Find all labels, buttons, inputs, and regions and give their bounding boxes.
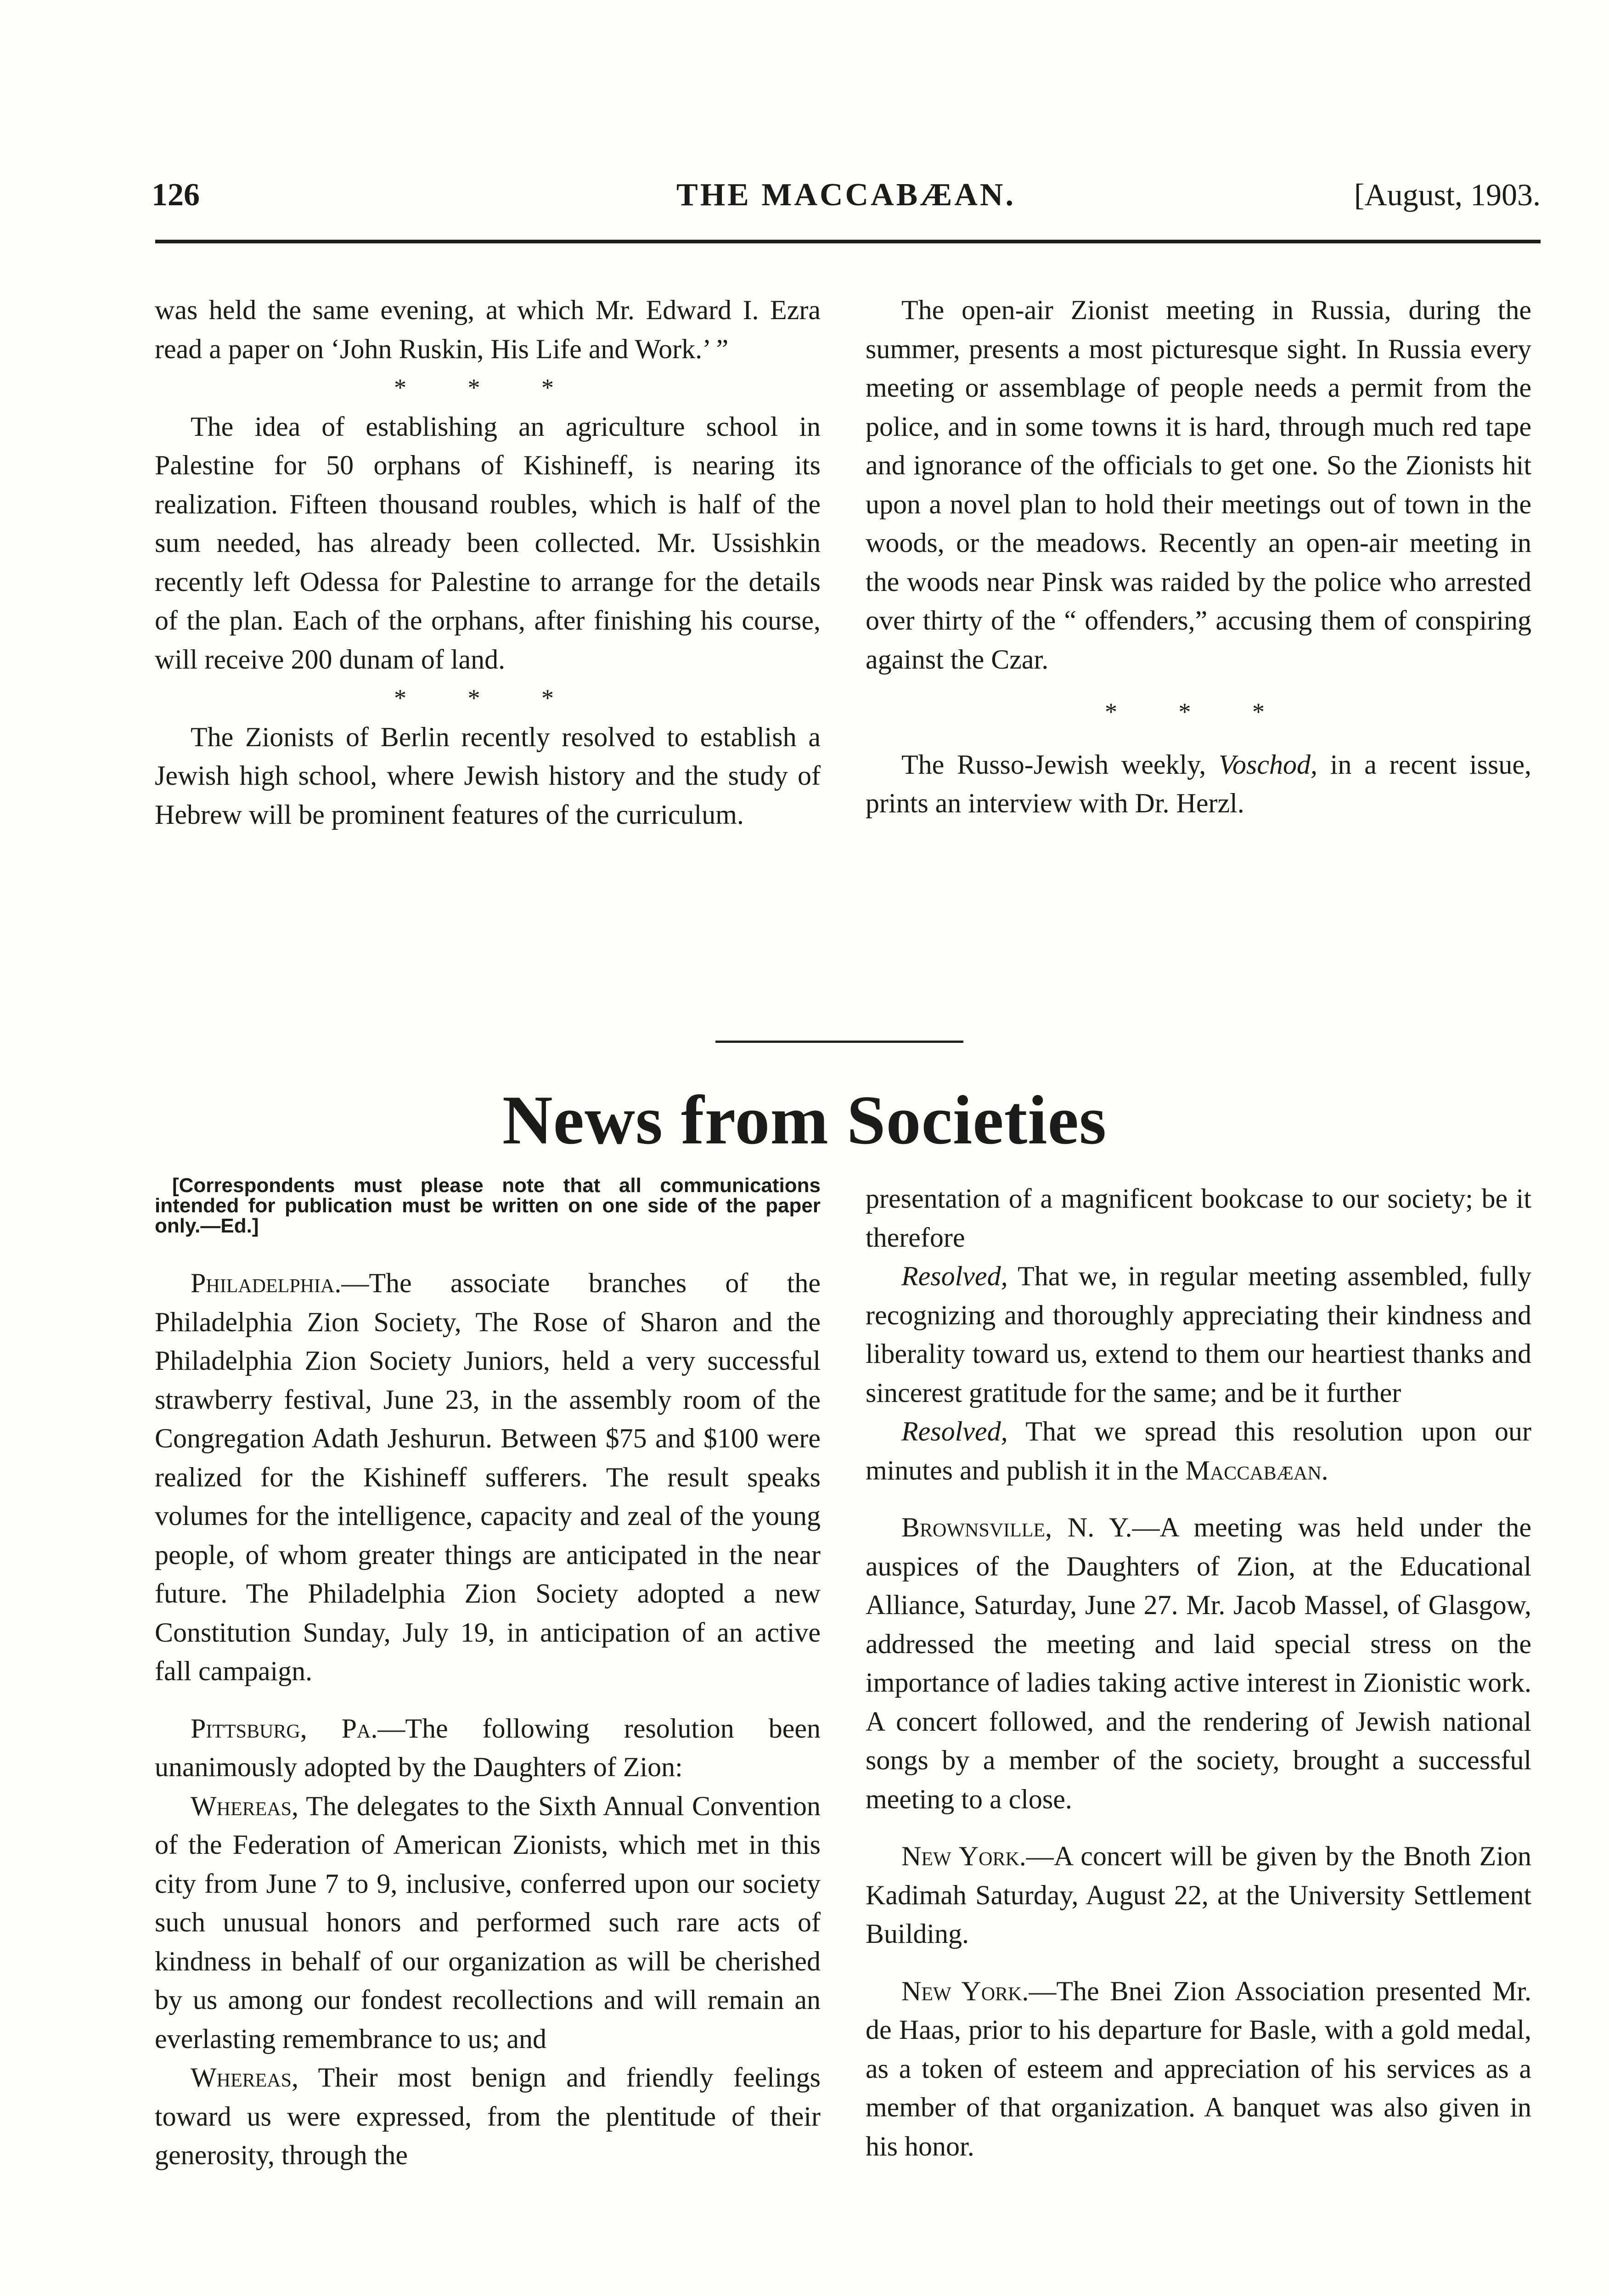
whereas-lead: Whereas,: [191, 2062, 298, 2093]
asterism-separator: * * *: [394, 374, 581, 401]
bookcase-continuation: presentation of a magnificent bookcase to our society; be it therefore: [866, 1183, 1531, 1253]
running-header: [152, 177, 1541, 227]
resolved-text: That we, in regular meeting assembled, fully recognizing and thoroughly appreciating their kindness and liberality toward us, extend to them our heartiest thanks and sincerest gratitude for the same; and be it further: [866, 1261, 1531, 1408]
asterism-separator: * * *: [1105, 698, 1292, 726]
philadelphia-text: —The associate branches of the Philadelphia Zion Society, The Rose of Sharon and the Philadelphia Zion Society Juniors, held a very successful strawberry festival, June 23, in the assembly room of the Congregation Adath Jeshurun. Between $75 and $100 were realized for the Kishineff sufferers. The result speaks volumes for the intelligence, capacity and zeal of the young people, of whom greater things are anticipated in the near future. The Philadelphia Zion Society adopted a new Constitution Sunday, July 19, in anticipation of an active fall campaign.: [155, 1268, 821, 1686]
top-right-column: [866, 291, 1531, 823]
dateline-philadelphia: Philadelphia.: [191, 1268, 342, 1298]
journal-name: Maccabæan.: [1185, 1455, 1328, 1486]
agriculture-school-paragraph: The idea of establishing an agriculture school in Palestine for 50 orphans of Kishineff, is nearing its realization. Fifteen thousand roubles, which is half of the sum needed, has already been collected. Mr. Ussishkin recently left Odessa for Palestine to arrange for the details of the plan. Each of the orphans, after finishing his course, will receive 200 dunam of land.: [155, 411, 821, 675]
brownsville-text: —A meeting was held under the auspices of the Daughters of Zion, at the Educational Alliance, Saturday, June 27. Mr. Jacob Massel, of Glasgow, addressed the meeting and laid special stress on the importance of ladies taking active interest in Zionistic work. A concert followed, and the rendering of Jewish national songs by a member of the society, brought a successful meeting to a close.: [866, 1512, 1531, 1814]
editor-note: [Correspondents must please note that all communications intended for publication must be written on one side of the paper only.—Ed.]: [155, 1174, 821, 1237]
pittsburg-text: —The following resolution been unanimously adopted by the Daughters of Zion:: [155, 1713, 821, 1782]
open-air-meeting-paragraph: The open-air Zionist meeting in Russia, during the summer, presents a most picturesque sight. In Russia every meeting or assemblage of people needs a permit from the police, and in some towns it is hard, through much red tape and ignorance of the officials to get one. So the Zionists hit upon a novel plan to hold their meetings out of town in the woods, or the meadows. Recently an open-air meeting in the woods near Pinsk was raided by the police who arrested over thirty of the “ offenders,” accusing them of conspiring against the Czar.: [866, 295, 1531, 675]
whereas-text: The delegates to the Sixth Annual Convention of the Federation of American Zionists, which met in this city from June 7 to 9, inclusive, conferred upon our society such unusual honors and performed such rare acts of kindness in behalf of our organization as will be cherished by us among our fondest recollections and will remain an everlasting remembrance to us; and: [155, 1790, 821, 2054]
issue-date: [August, 1903.: [1354, 177, 1541, 212]
resolved-lead: Resolved,: [901, 1261, 1008, 1291]
bottom-right-column: [866, 1179, 1531, 2166]
new-york-paragraph-2: [866, 1972, 1531, 2166]
bottom-left-column: [155, 1176, 821, 2175]
brownsville-paragraph: [866, 1508, 1531, 1818]
whereas-text: Their most benign and friendly feelings toward us were expressed, from the plentitude of their generosity, through the: [155, 2062, 821, 2170]
asterism-separator: * * *: [394, 684, 581, 712]
resolved-lead: Resolved,: [901, 1416, 1008, 1446]
voschod-title: Voschod,: [1219, 749, 1318, 780]
journal-title: THE MACCABÆAN.: [676, 177, 1016, 213]
top-left-column: [155, 291, 821, 834]
header-rule: [155, 240, 1541, 243]
berlin-high-school-paragraph: The Zionists of Berlin recently resolved to establish a Jewish high school, where Jewish history and the study of Hebrew will be prominent features of the curriculum.: [155, 721, 821, 830]
whereas-lead: Whereas,: [191, 1790, 298, 1821]
philadelphia-paragraph: [155, 1264, 821, 1691]
whereas-paragraph-2: [155, 2058, 821, 2175]
voschod-paragraph: [866, 745, 1531, 823]
resolved-paragraph-2: [866, 1412, 1531, 1490]
voschod-text-end: in a recent issue, prints an interview with Dr. Herzl.: [866, 749, 1531, 818]
pittsburg-paragraph: [155, 1709, 821, 1787]
ruskin-paragraph: was held the same evening, at which Mr. Edward I. Ezra read a paper on ‘John Ruskin, His Life and Work.’ ”: [155, 295, 821, 364]
new-york-paragraph-1: [866, 1837, 1531, 1953]
section-divider: [715, 1041, 963, 1043]
whereas-paragraph-1: [155, 1787, 821, 2059]
page-number: 126: [152, 177, 200, 213]
dateline-pittsburg: Pittsburg, Pa.: [191, 1713, 378, 1744]
dateline-new-york: New York.: [901, 1841, 1026, 1871]
resolved-text: That we spread this resolution upon our minutes and publish it in the: [866, 1416, 1531, 1486]
section-heading: News from Societies: [502, 1081, 1107, 1159]
new-york-text: —The Bnei Zion Association presented Mr. de Haas, prior to his departure for Basle, with a gold medal, as a token of esteem and appreciation of his services as a member of that organization. A banquet was also given in his honor.: [866, 1975, 1532, 2161]
dateline-brownsville: Brownsville, N. Y.: [901, 1512, 1132, 1542]
voschod-text-start: The Russo-Jewish weekly,: [901, 749, 1219, 780]
dateline-new-york: New York.: [901, 1975, 1029, 2006]
resolved-paragraph-1: [866, 1257, 1531, 1412]
new-york-text: —A concert will be given by the Bnoth Zion Kadimah Saturday, August 22, at the University Settlement Building.: [866, 1841, 1531, 1949]
